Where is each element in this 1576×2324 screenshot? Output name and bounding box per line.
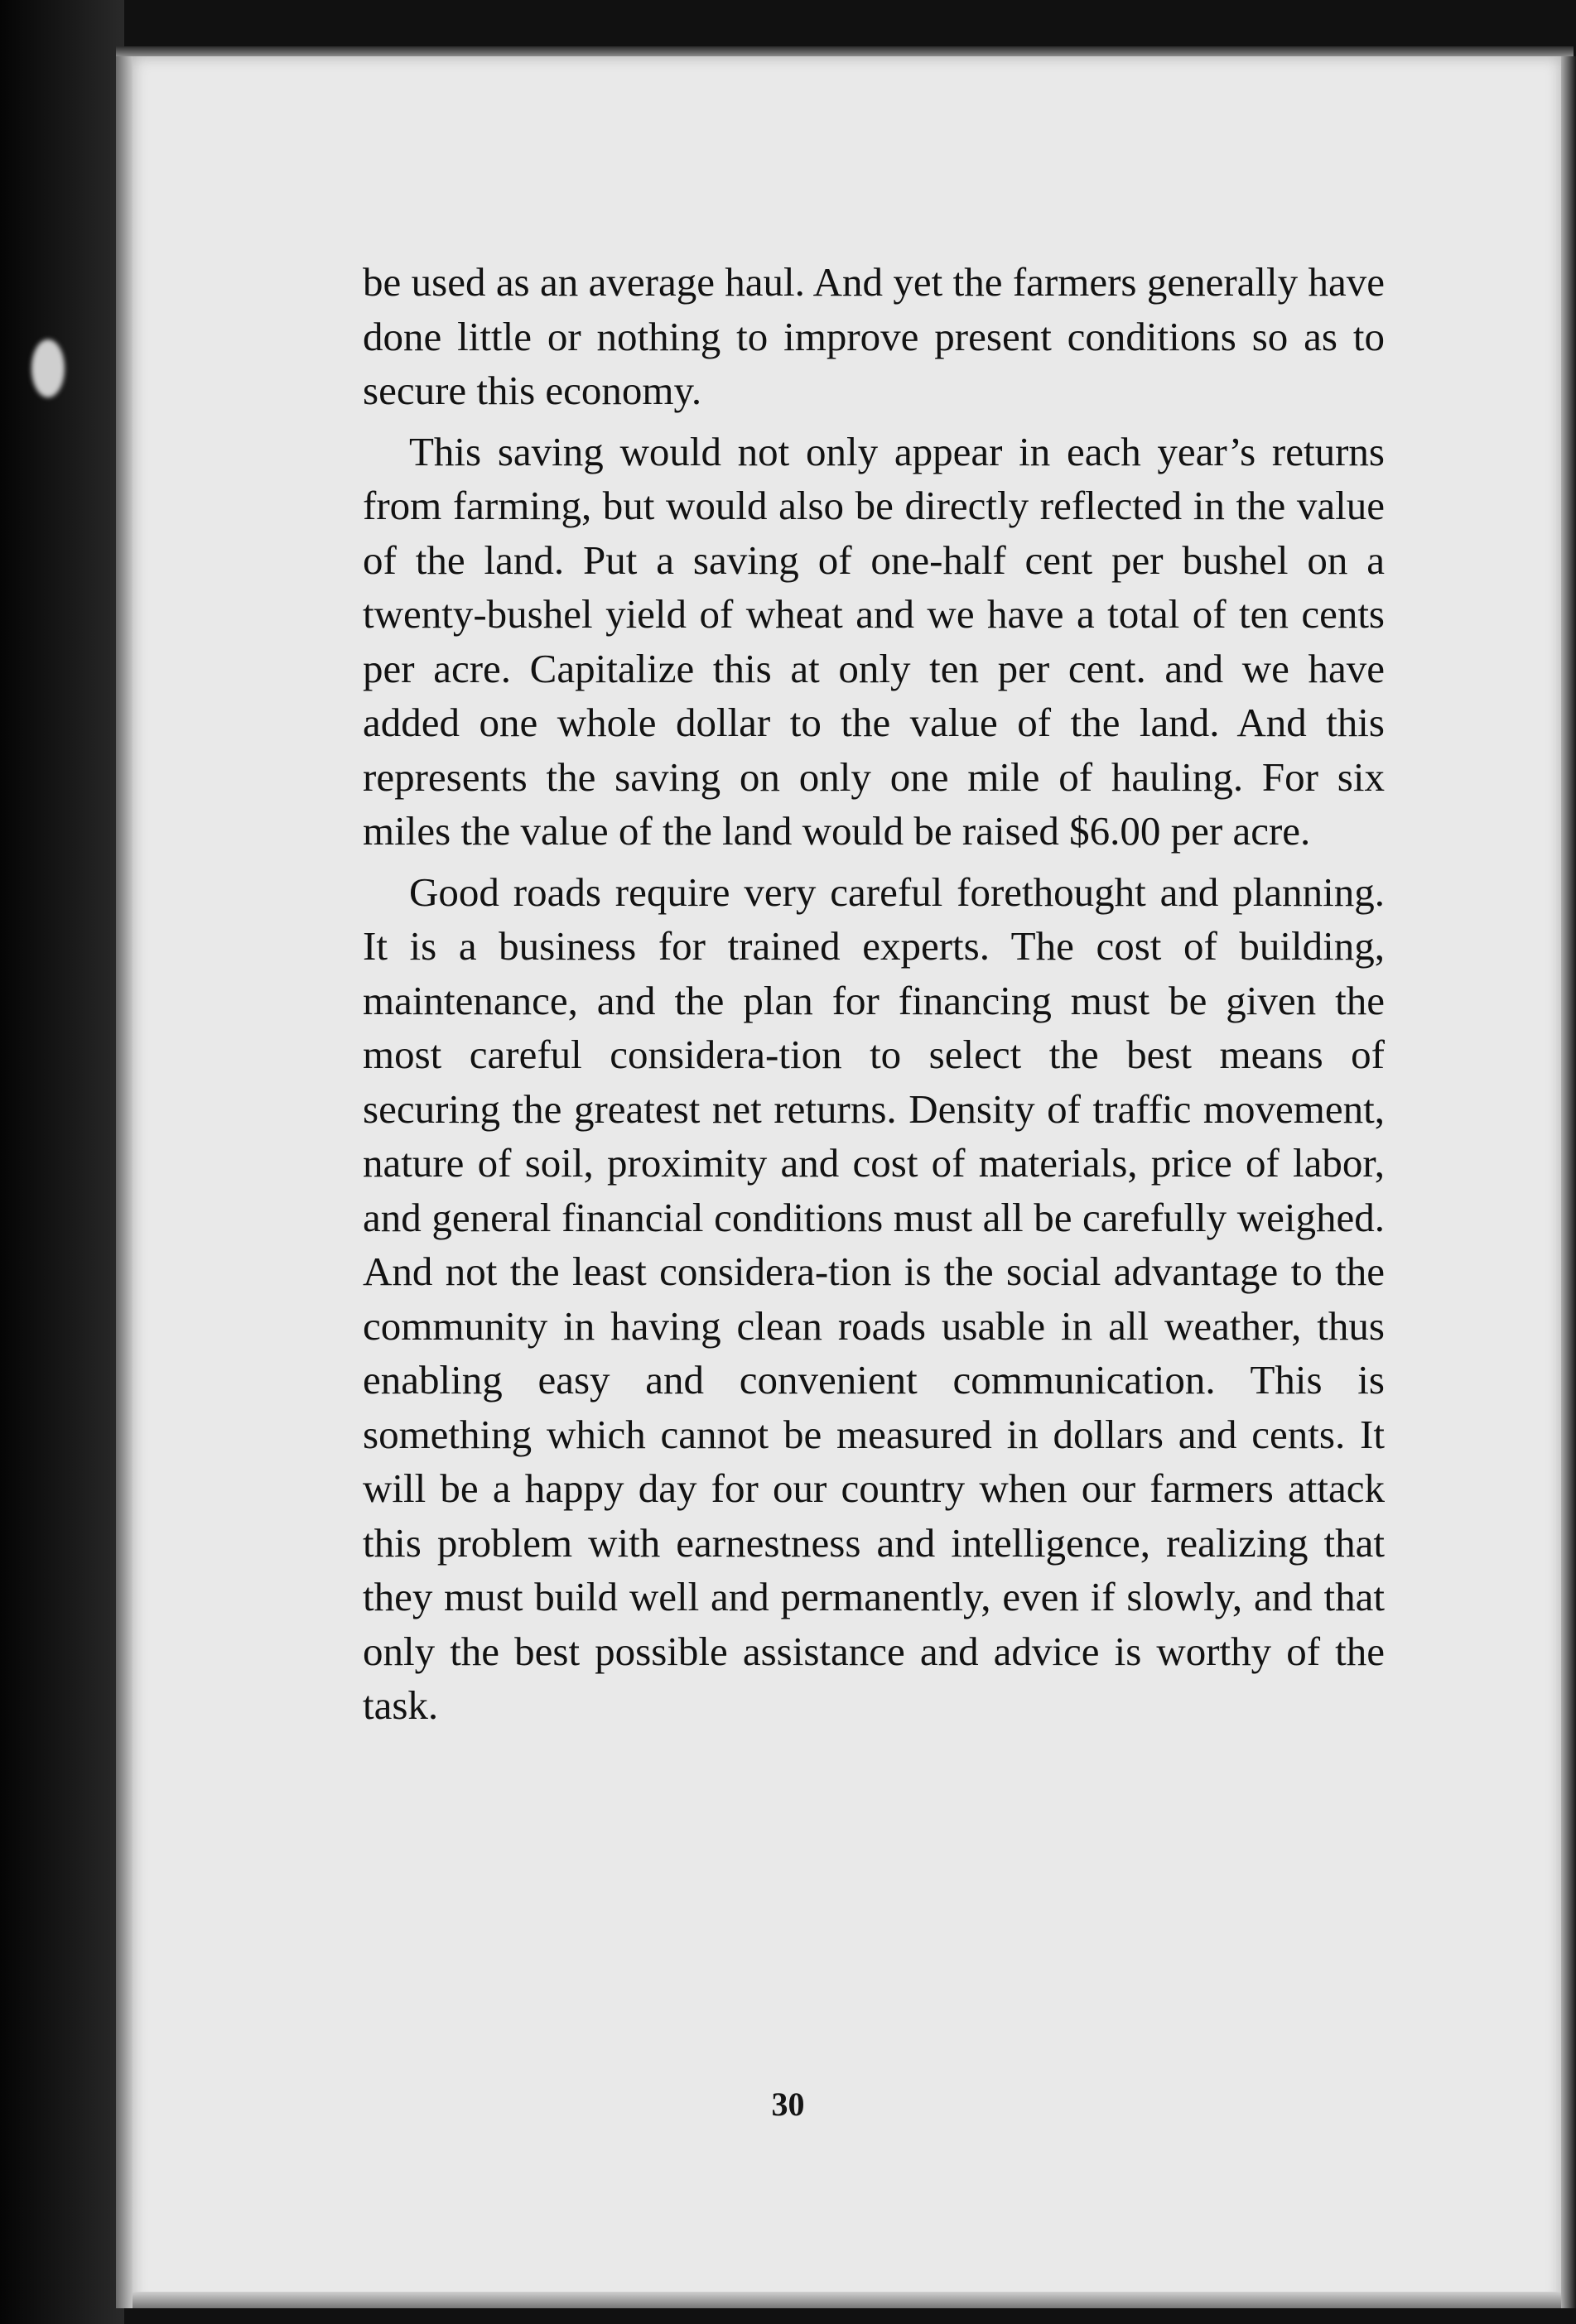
book-spine-shadow bbox=[0, 0, 124, 2324]
body-text bbox=[363, 255, 1385, 1739]
paragraph-3: Good roads require very careful forethought and planning. It is a business for trained experts. The cost of building, maintenance, and the plan for financing must be given the most careful considera-tion to select the best means of securing the greatest net returns. Density of traffic movement, nature of soil, proximity and cost of materials, price of labor, and general financial conditions must all be carefully weighed. And not the least considera-tion is the social advantage to the community in having clean roads usable in all weather, thus enabling easy and convenient communication. This is something which cannot be measured in dollars and cents. It will be a happy day for our country when our farmers attack this problem with earnestness and intelligence, realizing that they must build well and permanently, even if slowly, and that only the best possible assistance and advice is worthy of the task. bbox=[363, 868, 1385, 1728]
spine-fleck bbox=[31, 339, 65, 397]
page-number: 30 bbox=[771, 2086, 805, 2123]
page-edge-bottom bbox=[133, 2292, 1561, 2308]
paragraph-2: This saving would not only appear in each year’s returns from farming, but would also be directly reflected in the value of the land. Put a saving of one-half cent per bushel on a twenty-bushel yield of wheat and we have a total of ten cents per acre. Capitalize this at only ten per cent. and we have added one whole dollar to the value of the land. And this represents the saving on only one mile of hauling. For six miles the value of the land would be raised $6.00 per acre. bbox=[363, 428, 1385, 854]
page-edge-left bbox=[116, 56, 134, 2308]
page-edge-right bbox=[1559, 56, 1576, 2308]
paragraph-1: be used as an average haul. And yet the farmers generally have done little or nothing to improve present conditions so as to secure this economy. bbox=[363, 259, 1385, 413]
